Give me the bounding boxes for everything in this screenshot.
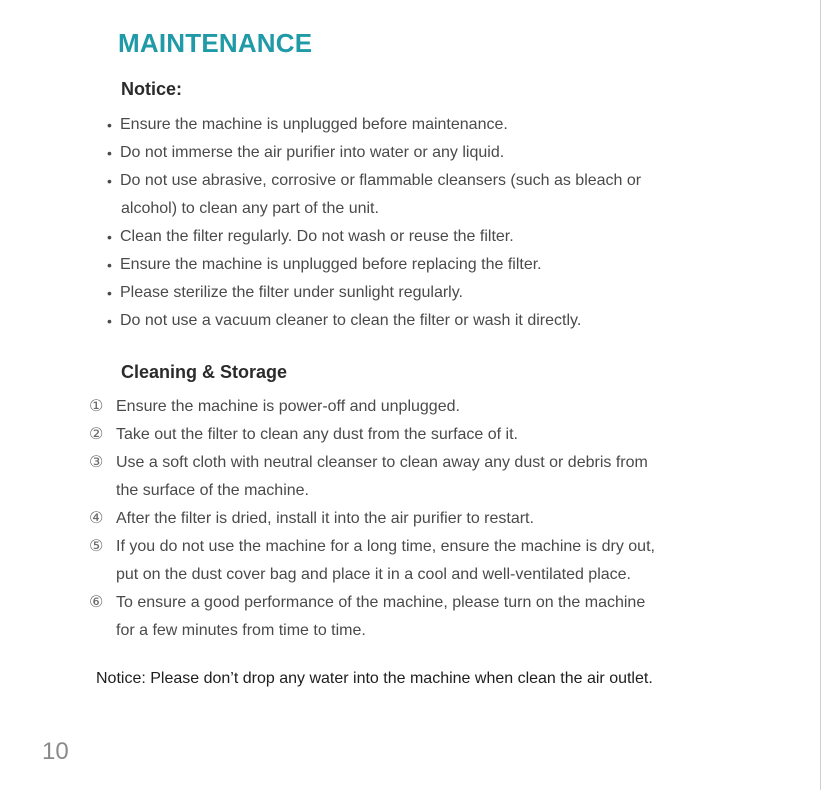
notice-item-text: Do not use a vacuum cleaner to clean the filter or wash it directly. [120,312,582,329]
cleaning-step-text: To ensure a good performance of the machine, please turn on the machine [116,594,646,611]
notice-item [107,167,747,223]
cleaning-step [89,505,749,533]
cleaning-step [89,393,749,421]
notice-item-text: Please sterilize the filter under sunlight regularly. [120,284,463,301]
notice-item-text: Do not immerse the air purifier into water or any liquid. [120,144,505,161]
bullet-icon: • [107,313,112,329]
bullet-icon: • [107,145,112,161]
cleaning-step [89,533,749,589]
cleaning-step-text-continued: for a few minutes from time to time. [116,622,366,639]
step-number-icon: ⑥ [89,594,104,611]
cleaning-step-text: Ensure the machine is power-off and unplugged. [116,398,460,415]
notice-item [107,223,747,251]
notice-list [107,111,747,335]
notice-heading: Notice: [121,79,183,99]
bullet-icon: • [107,229,112,245]
notice-item [107,251,747,279]
cleaning-step-text: Use a soft cloth with neutral cleanser to clean away any dust or debris from [116,454,648,471]
step-number-icon: ① [89,398,104,415]
step-number-icon: ⑤ [89,538,104,555]
page-number: 10 [42,738,69,765]
page-title: MAINTENANCE [118,28,313,58]
cleaning-step-text: Take out the filter to clean any dust from the surface of it. [116,426,518,443]
step-number-icon: ④ [89,510,104,527]
notice-item [107,307,747,335]
cleaning-step-text-continued: put on the dust cover bag and place it in a cool and well-ventilated place. [116,566,631,583]
cleaning-step [89,589,749,645]
bullet-icon: • [107,285,112,301]
bullet-icon: • [107,173,112,189]
notice-item-text: Do not use abrasive, corrosive or flammable cleansers (such as bleach or [120,172,642,189]
cleaning-step [89,449,749,505]
cleaning-step-text: If you do not use the machine for a long time, ensure the machine is dry out, [116,538,655,555]
notice-item-text-continued: alcohol) to clean any part of the unit. [121,200,379,217]
notice-item [107,139,747,167]
notice-item [107,279,747,307]
cleaning-step [89,421,749,449]
step-number-icon: ② [89,426,104,443]
cleaning-step-text: After the filter is dried, install it into the air purifier to restart. [116,510,534,527]
cleaning-heading: Cleaning & Storage [121,362,288,382]
notice-item-text: Clean the filter regularly. Do not wash or reuse the filter. [120,228,514,245]
notice-item [107,111,747,139]
final-notice: Notice: Please don’t drop any water into the machine when clean the air outlet. [96,670,653,687]
cleaning-steps-list [89,393,749,645]
bullet-icon: • [107,257,112,273]
bullet-icon: • [107,117,112,133]
step-number-icon: ③ [89,454,104,471]
cleaning-step-text-continued: the surface of the machine. [116,482,309,499]
notice-item-text: Ensure the machine is unplugged before replacing the filter. [120,256,542,273]
notice-item-text: Ensure the machine is unplugged before maintenance. [120,116,508,133]
page-edge-divider [820,0,821,790]
